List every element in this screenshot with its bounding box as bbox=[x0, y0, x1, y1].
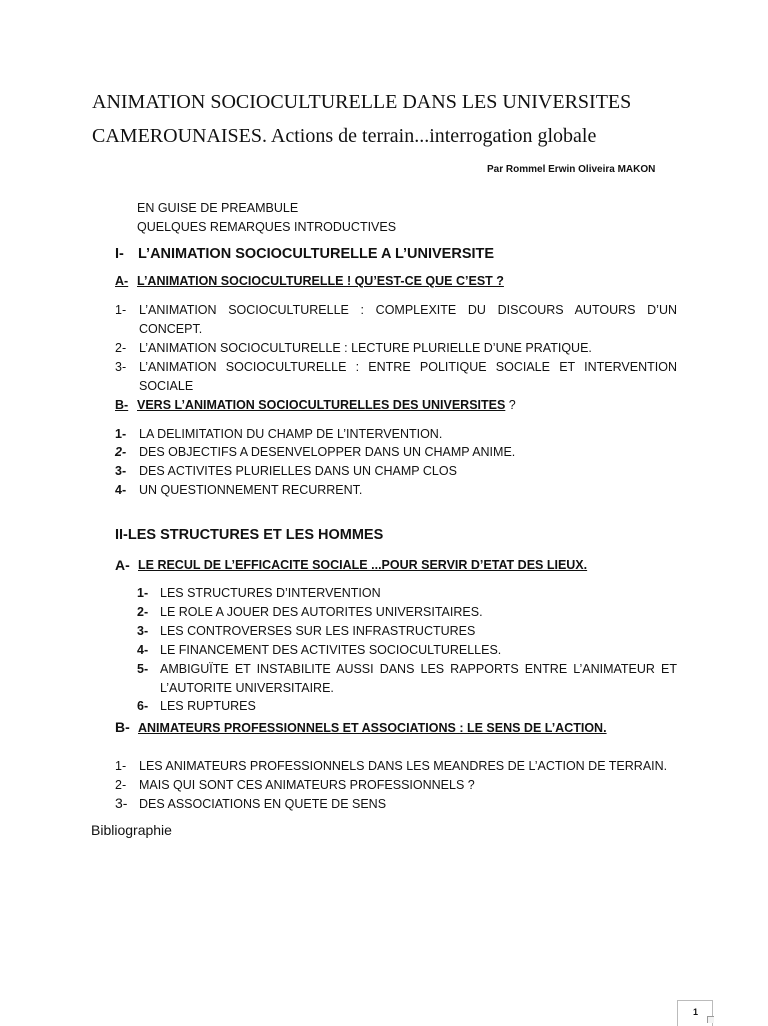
preamble-line-2: QUELQUES REMARQUES INTRODUCTIVES bbox=[137, 220, 397, 234]
part2-A-title: LE RECUL DE L’EFFICACITE SOCIALE ...POUR SERVIR D’ETAT DES LIEUX. bbox=[138, 558, 588, 572]
page-curl-icon bbox=[707, 1016, 714, 1023]
p2B-item1-text: LES ANIMATEURS PROFESSIONNELS DANS LES MEANDRES DE L’ACTION DE TERRAIN. bbox=[139, 759, 668, 773]
p1A-item3-text-cont: SOCIALE bbox=[139, 379, 194, 393]
part1-B-heading bbox=[137, 398, 516, 412]
p2B-item3-num: 3- bbox=[115, 795, 128, 811]
document-title-line1: ANIMATION SOCIOCULTURELLE DANS LES UNIVERSITES bbox=[92, 91, 632, 113]
p1B-item4-text: UN QUESTIONNEMENT RECURRENT. bbox=[139, 483, 363, 497]
preamble-line-1: EN GUISE DE PREAMBULE bbox=[137, 201, 299, 215]
p2A-item2-text: LE ROLE A JOUER DES AUTORITES UNIVERSITAIRES. bbox=[160, 605, 483, 619]
part2-B-marker: B- bbox=[115, 719, 130, 735]
p1B-item3-text: DES ACTIVITES PLURIELLES DANS UN CHAMP CLOS bbox=[139, 464, 457, 478]
p2B-item3-text: DES ASSOCIATIONS EN QUETE DE SENS bbox=[139, 797, 387, 811]
p1B-item1-text: LA DELIMITATION DU CHAMP DE L’INTERVENTION. bbox=[139, 427, 443, 441]
p2B-item1-num: 1- bbox=[115, 759, 127, 773]
part1-marker: I- bbox=[115, 246, 124, 262]
part1-B-title: VERS L’ANIMATION SOCIOCULTURELLES DES UNIVERSITES bbox=[137, 398, 506, 412]
p1A-item3-text: L’ANIMATION SOCIOCULTURELLE : ENTRE POLITIQUE SOCIALE ET INTERVENTION bbox=[139, 360, 677, 374]
p1B-item1-num: 1- bbox=[115, 427, 127, 441]
p1A-item1-text-cont: CONCEPT. bbox=[139, 322, 203, 336]
p1A-item1-text: L’ANIMATION SOCIOCULTURELLE : COMPLEXITE DU DISCOURS AUTOURS D’UN bbox=[139, 303, 677, 317]
p2B-item2-num: 2- bbox=[115, 778, 127, 792]
page-number: 1 bbox=[693, 1007, 699, 1017]
p1B-item2-text: DES OBJECTIFS A DESENVELOPPER DANS UN CHAMP ANIME. bbox=[139, 445, 516, 459]
part1-A-marker: A- bbox=[115, 274, 129, 288]
p2A-item6-text: LES RUPTURES bbox=[160, 699, 256, 713]
document-title-line2: CAMEROUNAISES. Actions de terrain...interrogation globale bbox=[92, 125, 597, 147]
p2A-item1-num: 1- bbox=[137, 586, 149, 600]
p2A-item3-text: LES CONTROVERSES SUR LES INFRASTRUCTURES bbox=[160, 624, 476, 638]
p2A-item4-num: 4- bbox=[137, 643, 149, 657]
part1-B-marker: B- bbox=[115, 398, 129, 412]
p2A-item5-num: 5- bbox=[137, 662, 149, 676]
p2A-item4-text: LE FINANCEMENT DES ACTIVITES SOCIOCULTURELLES. bbox=[160, 643, 502, 657]
part1-title: L’ANIMATION SOCIOCULTURELLE A L’UNIVERSITE bbox=[138, 246, 495, 262]
bibliography-heading: Bibliographie bbox=[91, 822, 172, 838]
p1A-item3-num: 3- bbox=[115, 360, 127, 374]
p2B-item2-text: MAIS QUI SONT CES ANIMATEURS PROFESSIONNELS ? bbox=[139, 778, 475, 792]
p2A-item2-num: 2- bbox=[137, 605, 149, 619]
p1A-item1-num: 1- bbox=[115, 303, 127, 317]
part1-B-suffix: ? bbox=[505, 398, 516, 412]
p2A-item1-text: LES STRUCTURES D’INTERVENTION bbox=[160, 586, 381, 600]
p1B-item4-num: 4- bbox=[115, 483, 127, 497]
part2-A-marker: A- bbox=[115, 557, 130, 573]
p2A-item5-text-cont: L’AUTORITE UNIVERSITAIRE. bbox=[160, 681, 334, 695]
author-line: Par Rommel Erwin Oliveira MAKON bbox=[487, 164, 656, 175]
p2A-item3-num: 3- bbox=[137, 624, 149, 638]
p1A-item2-text: L’ANIMATION SOCIOCULTURELLE : LECTURE PLURIELLE D’UNE PRATIQUE. bbox=[139, 341, 592, 355]
p1A-item2-num: 2- bbox=[115, 341, 127, 355]
part1-A-title: L’ANIMATION SOCIOCULTURELLE ! QU’EST-CE QUE C’EST ? bbox=[137, 274, 504, 288]
p1B-item2-num: 2- bbox=[115, 445, 127, 459]
p1B-item3-num: 3- bbox=[115, 464, 127, 478]
part2-B-title: ANIMATEURS PROFESSIONNELS ET ASSOCIATIONS : LE SENS DE L’ACTION. bbox=[138, 721, 607, 735]
part2-title: II-LES STRUCTURES ET LES HOMMES bbox=[115, 527, 384, 543]
p2A-item5-text: AMBIGUÏTE ET INSTABILITE AUSSI DANS LES RAPPORTS ENTRE L’ANIMATEUR ET bbox=[160, 662, 677, 676]
p2A-item6-num: 6- bbox=[137, 699, 149, 713]
